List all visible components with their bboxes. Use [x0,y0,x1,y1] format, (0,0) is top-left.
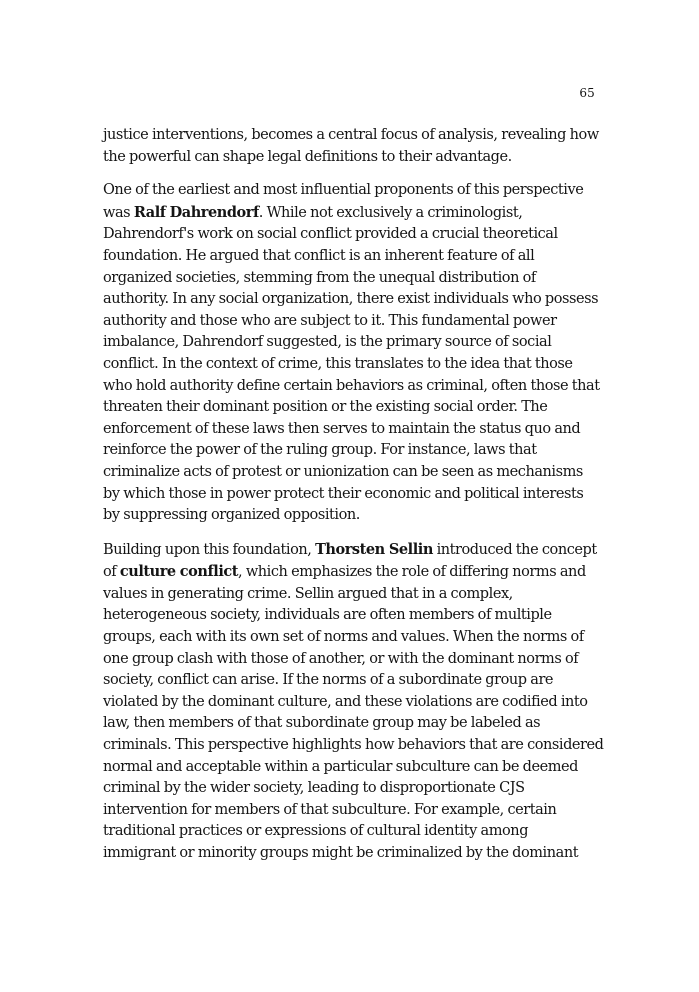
text-line [103,539,597,562]
text-line [103,735,604,757]
text-segment: , which emphasizes the role of differing norms and [238,564,586,581]
text-segment: criminal by the wider society, leading to disproportionate CJS [103,780,525,797]
text-segment: immigrant or minority groups might be criminalized by the dominant [103,845,579,861]
paragraph [103,125,597,168]
text-segment: intervention for members of that subculture. For example, certain [103,801,557,818]
text-segment: who hold authority define certain behaviors as criminal, often those that [103,377,600,394]
text-segment: foundation. He argued that conflict is an inherent feature of all [103,247,535,264]
text-segment: Dahrendorf's work on social conflict provided a crucial theoretical [103,226,558,243]
text-segment: organized societies, stemming from the unequal distribution of [103,269,536,286]
text-segment: conflict. In the context of crime, this translates to the idea that those [103,355,573,372]
text-line [103,670,597,692]
text-segment: society, conflict can arise. If the norms of a subordinate group are [103,672,554,689]
text-line [103,627,597,649]
body-text [103,125,604,877]
text-line [103,354,597,376]
text-line [103,419,597,441]
bold-term: culture conflict [119,563,239,581]
text-line [103,462,597,484]
text-segment: introduced the concept [432,541,597,558]
text-segment: criminals. This perspective highlights how behaviors that are considered [103,737,604,754]
text-segment: values in generating crime. Sellin argued that in a complex, [103,585,513,602]
text-line [103,561,597,584]
text-line [103,289,597,311]
text-line [103,605,597,627]
text-line [103,311,597,333]
text-segment: groups, each with its own set of norms and values. When the norms of [103,629,584,646]
text-line [103,778,597,800]
text-line [103,147,597,169]
text-segment: by suppressing organized opposition. [103,507,360,524]
text-line [103,505,597,527]
text-segment: justice interventions, becomes a central focus of analysis, revealing how [103,127,599,143]
text-segment: criminalize acts of protest or unionization can be seen as mechanisms [103,463,583,480]
text-line [103,713,597,735]
text-segment: one group clash with those of another, or with the dominant norms of [103,650,579,667]
text-segment: heterogeneous society, individuals are often members of multiple [103,607,552,624]
text-line [103,268,597,290]
paragraph [103,539,604,865]
text-line [103,484,597,506]
text-line [103,376,600,398]
text-segment: law, then members of that subordinate group may be labeled as [103,715,541,732]
text-segment: traditional practices or expressions of cultural identity among [103,823,529,840]
bold-term: Thorsten Sellin [315,540,433,558]
text-line [103,397,597,419]
text-segment: violated by the dominant culture, and these violations are codified into [103,693,588,710]
text-segment: . While not exclusively a criminologist, [258,204,523,221]
text-line [103,800,597,822]
text-segment: was [103,204,134,221]
text-segment: by which those in power protect their economic and political interests [103,485,584,502]
text-line [103,202,597,225]
text-segment: authority and those who are subject to it. This fundamental power [103,312,557,329]
text-line [103,440,597,462]
text-segment: authority. In any social organization, there exist individuals who possess [103,291,599,308]
text-segment: enforcement of these laws then serves to maintain the status quo and [103,420,581,437]
page-number: 65 [579,86,595,100]
text-line [103,224,597,246]
text-segment: normal and acceptable within a particular subculture can be deemed [103,758,578,775]
text-line [103,692,597,714]
text-segment: threaten their dominant position or the existing social order. The [103,399,548,416]
text-line [103,246,597,268]
paragraph [103,180,600,527]
text-segment: Building upon this foundation, [103,541,316,558]
text-line [103,584,597,606]
text-segment: of [103,564,120,581]
text-segment: One of the earliest and most influential proponents of this perspective [103,182,584,199]
text-segment: imbalance, Dahrendorf suggested, is the primary source of social [103,334,552,351]
text-line [103,757,597,779]
text-line [103,843,597,865]
text-line [103,649,597,671]
bold-term: Ralf Dahrendorf [133,203,259,221]
text-line [103,332,597,354]
text-line [103,821,597,843]
text-line [103,125,597,147]
text-segment: the powerful can shape legal definitions to their advantage. [103,148,512,165]
text-line [103,180,597,202]
text-segment: reinforce the power of the ruling group. For instance, laws that [103,442,537,459]
